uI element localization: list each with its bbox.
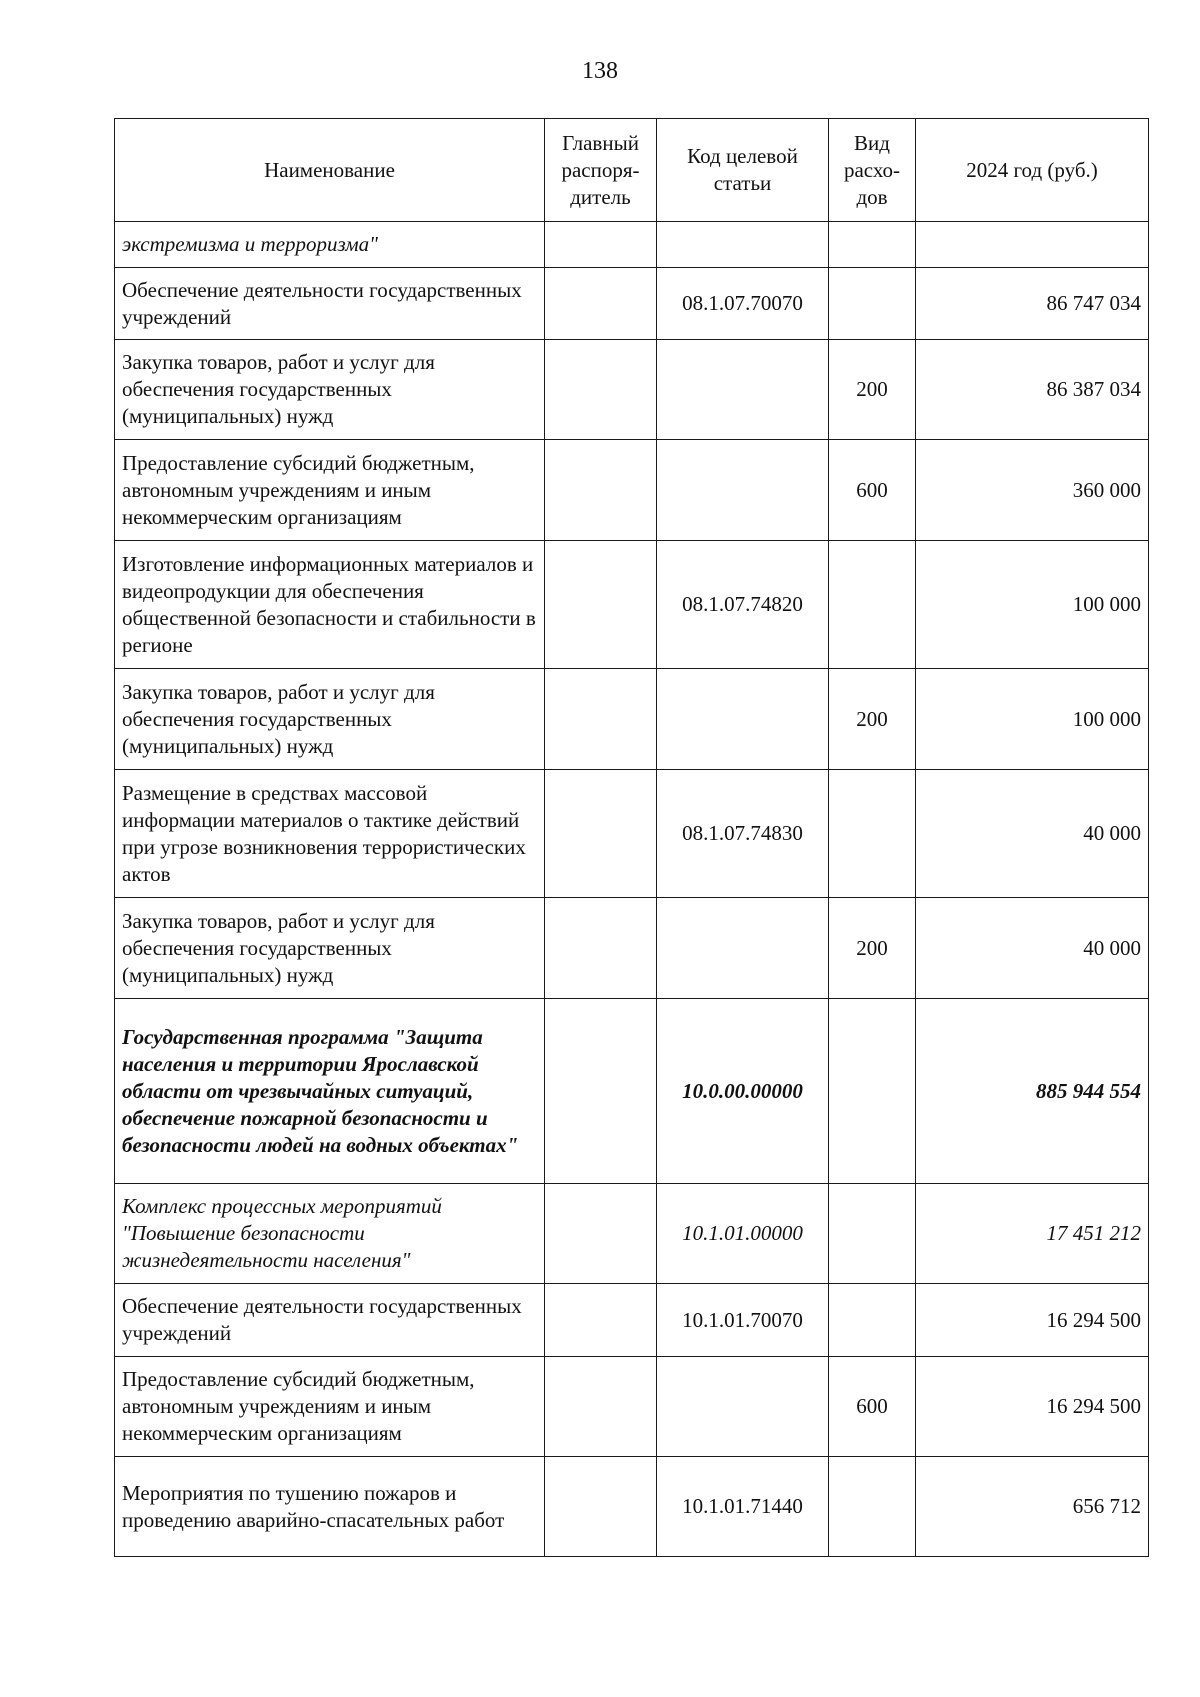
cell-code: 08.1.07.74820 bbox=[657, 541, 829, 669]
cell-name: Обеспечение деятельности государственных учреждений bbox=[115, 268, 545, 340]
cell-code bbox=[657, 669, 829, 770]
budget-table bbox=[114, 118, 1149, 1557]
cell-code bbox=[657, 340, 829, 440]
table-row bbox=[115, 669, 1149, 770]
cell-manager bbox=[545, 669, 657, 770]
table-row bbox=[115, 541, 1149, 669]
page-number: 138 bbox=[582, 58, 618, 84]
cell-name: Предоставление субсидий бюджетным, автономным учреждениям и иным некоммерческим организациям bbox=[115, 440, 545, 541]
cell-type bbox=[829, 1284, 916, 1357]
header-name: Наименование bbox=[115, 119, 545, 222]
cell-manager bbox=[545, 1457, 657, 1557]
cell-code: 10.1.01.00000 bbox=[657, 1184, 829, 1284]
cell-amount: 100 000 bbox=[916, 541, 1149, 669]
table-row bbox=[115, 268, 1149, 340]
cell-amount: 40 000 bbox=[916, 898, 1149, 999]
table-row bbox=[115, 770, 1149, 898]
table-body bbox=[115, 222, 1149, 1557]
cell-type bbox=[829, 999, 916, 1184]
cell-name: Комплекс процессных мероприятий "Повышение безопасности жизнедеятельности населения" bbox=[115, 1184, 545, 1284]
cell-type bbox=[829, 268, 916, 340]
cell-code: 08.1.07.74830 bbox=[657, 770, 829, 898]
cell-name: экстремизма и терроризма" bbox=[115, 222, 545, 268]
header-year-2024: 2024 год (руб.) bbox=[916, 119, 1149, 222]
table-row bbox=[115, 1357, 1149, 1457]
cell-manager bbox=[545, 340, 657, 440]
header-target-code: Код целевой статьи bbox=[657, 119, 829, 222]
cell-manager bbox=[545, 770, 657, 898]
cell-type bbox=[829, 770, 916, 898]
cell-amount: 656 712 bbox=[916, 1457, 1149, 1557]
cell-type bbox=[829, 1184, 916, 1284]
cell-name: Изготовление информационных материалов и видеопродукции для обеспечения общественной безопасности и стабильности в регионе bbox=[115, 541, 545, 669]
cell-type: 200 bbox=[829, 898, 916, 999]
table-row bbox=[115, 999, 1149, 1184]
cell-name: Обеспечение деятельности государственных учреждений bbox=[115, 1284, 545, 1357]
cell-manager bbox=[545, 898, 657, 999]
cell-name: Предоставление субсидий бюджетным, автономным учреждениям и иным некоммерческим организациям bbox=[115, 1357, 545, 1457]
cell-amount: 16 294 500 bbox=[916, 1357, 1149, 1457]
table-row bbox=[115, 340, 1149, 440]
table-header-row bbox=[115, 119, 1149, 222]
cell-manager bbox=[545, 440, 657, 541]
cell-type: 200 bbox=[829, 340, 916, 440]
cell-amount: 17 451 212 bbox=[916, 1184, 1149, 1284]
cell-type bbox=[829, 541, 916, 669]
cell-amount: 16 294 500 bbox=[916, 1284, 1149, 1357]
cell-name: Закупка товаров, работ и услуг для обеспечения государственных (муниципальных) нужд bbox=[115, 669, 545, 770]
cell-manager bbox=[545, 1284, 657, 1357]
table-row bbox=[115, 1284, 1149, 1357]
cell-manager bbox=[545, 268, 657, 340]
cell-type: 600 bbox=[829, 440, 916, 541]
cell-amount: 86 387 034 bbox=[916, 340, 1149, 440]
cell-amount bbox=[916, 222, 1149, 268]
cell-name: Закупка товаров, работ и услуг для обеспечения государственных (муниципальных) нужд bbox=[115, 898, 545, 999]
cell-type bbox=[829, 222, 916, 268]
cell-type: 200 bbox=[829, 669, 916, 770]
cell-type bbox=[829, 1457, 916, 1557]
header-expense-type: Вид расхо- дов bbox=[829, 119, 916, 222]
cell-manager bbox=[545, 1184, 657, 1284]
cell-code bbox=[657, 222, 829, 268]
cell-code: 10.1.01.70070 bbox=[657, 1284, 829, 1357]
table-row bbox=[115, 1457, 1149, 1557]
cell-code: 10.0.00.00000 bbox=[657, 999, 829, 1184]
cell-code bbox=[657, 440, 829, 541]
cell-code: 08.1.07.70070 bbox=[657, 268, 829, 340]
cell-name: Размещение в средствах массовой информации материалов о тактике действий при угрозе возникновения террористических актов bbox=[115, 770, 545, 898]
cell-amount: 360 000 bbox=[916, 440, 1149, 541]
cell-amount: 100 000 bbox=[916, 669, 1149, 770]
table-row bbox=[115, 898, 1149, 999]
cell-amount: 885 944 554 bbox=[916, 999, 1149, 1184]
table-row bbox=[115, 1184, 1149, 1284]
table-row bbox=[115, 440, 1149, 541]
cell-manager bbox=[545, 1357, 657, 1457]
cell-code: 10.1.01.71440 bbox=[657, 1457, 829, 1557]
cell-manager bbox=[545, 222, 657, 268]
cell-code bbox=[657, 1357, 829, 1457]
cell-name: Закупка товаров, работ и услуг для обеспечения государственных (муниципальных) нужд bbox=[115, 340, 545, 440]
cell-type: 600 bbox=[829, 1357, 916, 1457]
table-row bbox=[115, 222, 1149, 268]
cell-amount: 40 000 bbox=[916, 770, 1149, 898]
cell-name: Государственная программа "Защита населения и территории Ярославской области от чрезвычайных ситуаций, обеспечение пожарной безопасности и безопасности людей на водных объектах" bbox=[115, 999, 545, 1184]
cell-manager bbox=[545, 999, 657, 1184]
cell-manager bbox=[545, 541, 657, 669]
cell-name: Мероприятия по тушению пожаров и проведению аварийно-спасательных работ bbox=[115, 1457, 545, 1557]
cell-code bbox=[657, 898, 829, 999]
header-manager: Главный распоря- дитель bbox=[545, 119, 657, 222]
cell-amount: 86 747 034 bbox=[916, 268, 1149, 340]
